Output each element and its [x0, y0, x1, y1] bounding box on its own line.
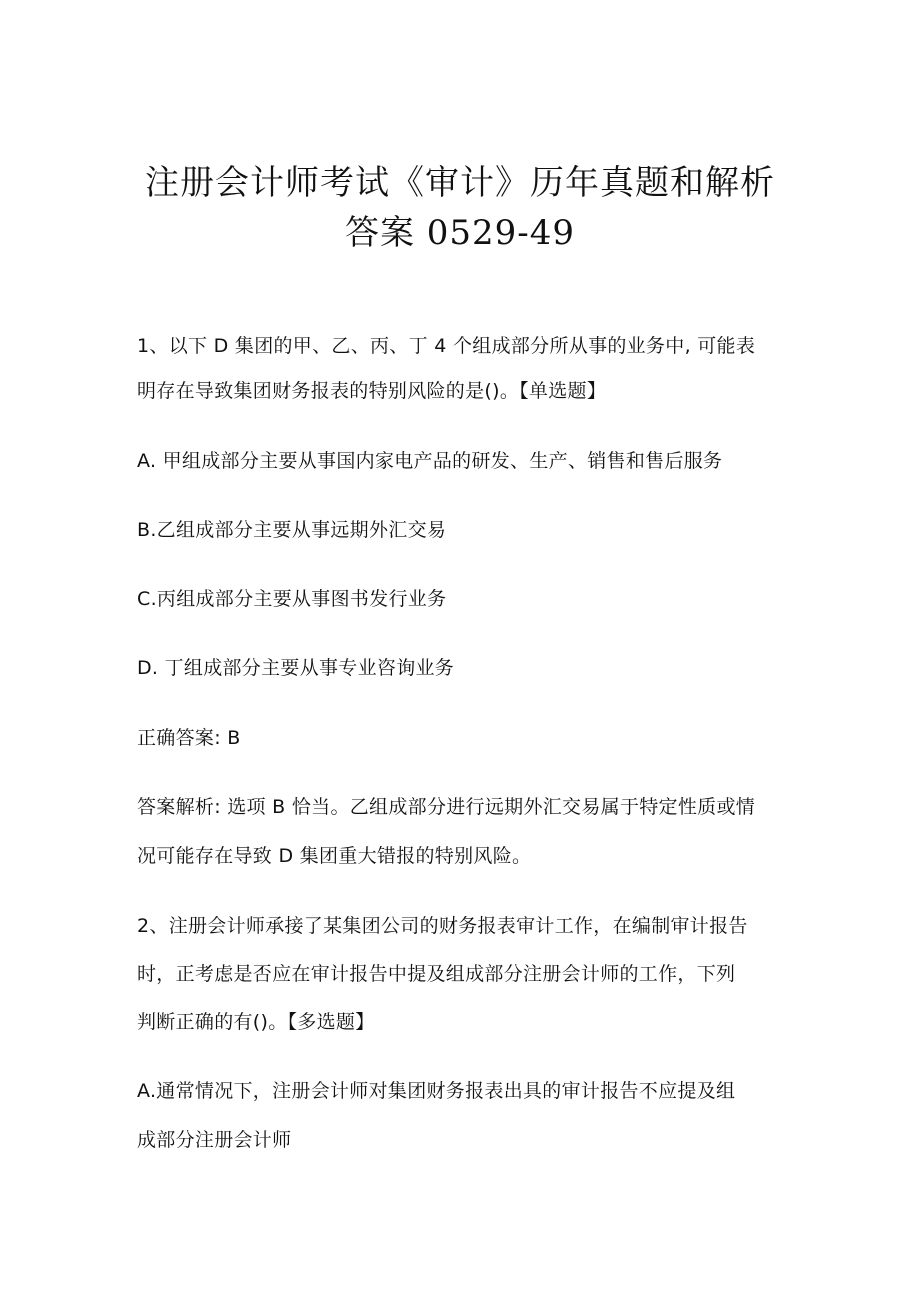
document-title-line-2: 答案 0529-49: [344, 213, 576, 253]
question-2-option-a-line-2: 成部分注册会计师: [137, 1129, 292, 1151]
question-1-option-d: D. 丁组成部分主要从事专业咨询业务: [137, 657, 455, 679]
question-1-stem-line-2: 明存在导致集团财务报表的特别风险的是()。【单选题】: [137, 380, 607, 402]
question-1-stem-line-1: 1、以下 D 集团的甲、乙、丙、丁 4 个组成部分所从事的业务中, 可能表: [137, 335, 756, 357]
question-2-stem-line-1: 2、注册会计师承接了某集团公司的财务报表审计工作，在编制审计报告: [137, 915, 748, 937]
question-2-stem-line-2: 时，正考虑是否应在审计报告中提及组成部分注册会计师的工作，下列: [137, 963, 736, 985]
question-2-option-a-line-1: A.通常情况下，注册会计师对集团财务报表出具的审计报告不应提及组: [137, 1080, 736, 1102]
question-1-option-a: A. 甲组成部分主要从事国内家电产品的研发、生产、销售和售后服务: [137, 450, 723, 472]
question-1-option-c: C.丙组成部分主要从事图书发行业务: [137, 588, 447, 610]
question-1-analysis-line-2: 况可能存在导致 D 集团重大错报的特别风险。: [137, 845, 532, 867]
question-1-answer: 正确答案: B: [137, 727, 241, 749]
document-title-line-1: 注册会计师考试《审计》历年真题和解析: [145, 163, 775, 203]
question-2-stem-line-3: 判断正确的有()。【多选题】: [137, 1011, 375, 1033]
question-1-analysis-line-1: 答案解析: 选项 B 恰当。乙组成部分进行远期外汇交易属于特定性质或情: [137, 796, 756, 818]
question-1-option-b: B.乙组成部分主要从事远期外汇交易: [137, 519, 447, 541]
